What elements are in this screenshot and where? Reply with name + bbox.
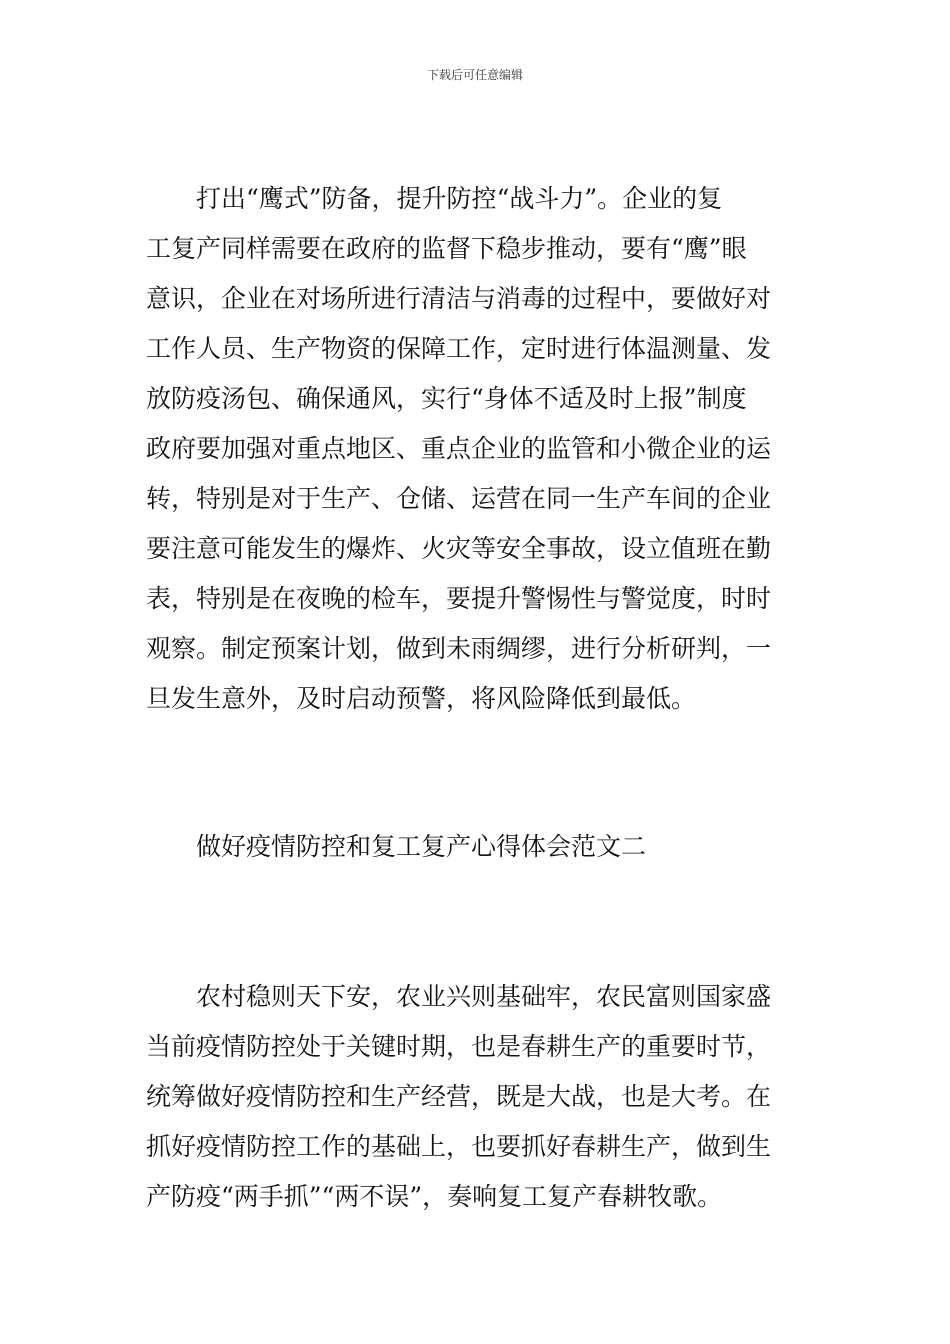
paragraph-line: 旦发生意外，及时启动预警，将风险降低到最低。 bbox=[146, 684, 697, 713]
paragraph-line: 要注意可能发生的爆炸、火灾等安全事故，设立值班在勤 bbox=[146, 534, 772, 563]
paragraph-line: 转，特别是对于生产、仓储、运营在同一生产车间的企业 bbox=[146, 484, 772, 513]
paragraph-line: 观察。制定预案计划，做到未雨绸缪，进行分析研判，一 bbox=[146, 634, 772, 663]
paragraph-line: 打出“鹰式”防备，提升防控“战斗力”。企业的复 bbox=[196, 184, 723, 213]
paragraph-line: 抓好疫情防控工作的基础上，也要抓好春耕生产，做到生 bbox=[146, 1132, 772, 1161]
page-header: 下载后可任意编辑 bbox=[426, 68, 523, 82]
paragraph-1 bbox=[146, 174, 811, 724]
paragraph-line: 表，特别是在夜晚的检车，要提升警惕性与警觉度，时时 bbox=[146, 584, 772, 613]
paragraph-line: 工作人员、生产物资的保障工作，定时进行体温测量、发 bbox=[146, 334, 772, 363]
paragraph-line: 政府要加强对重点地区、重点企业的监管和小微企业的运 bbox=[146, 434, 772, 463]
paragraph-line: 放防疫汤包、确保通风，实行“身体不适及时上报”制度 bbox=[146, 384, 747, 413]
paragraph-line: 工复产同样需要在政府的监督下稳步推动，要有“鹰”眼 bbox=[146, 234, 747, 263]
paragraph-2 bbox=[146, 972, 811, 1222]
paragraph-line: 意识，企业在对场所进行清洁与消毒的过程中，要做好对 bbox=[146, 284, 772, 313]
paragraph-line: 农村稳则天下安，农业兴则基础牢，农民富则国家盛 bbox=[196, 982, 772, 1011]
paragraph-line: 统筹做好疫情防控和生产经营，既是大战，也是大考。在 bbox=[146, 1082, 772, 1111]
paragraph-line: 产防疫“两手抓”“两不误”，奏响复工复产春耕牧歌。 bbox=[146, 1182, 723, 1211]
paragraph-line: 当前疫情防控处于关键时期，也是春耕生产的重要时节， bbox=[146, 1032, 772, 1061]
section-heading: 做好疫情防控和复工复产心得体会范文二 bbox=[196, 832, 647, 861]
